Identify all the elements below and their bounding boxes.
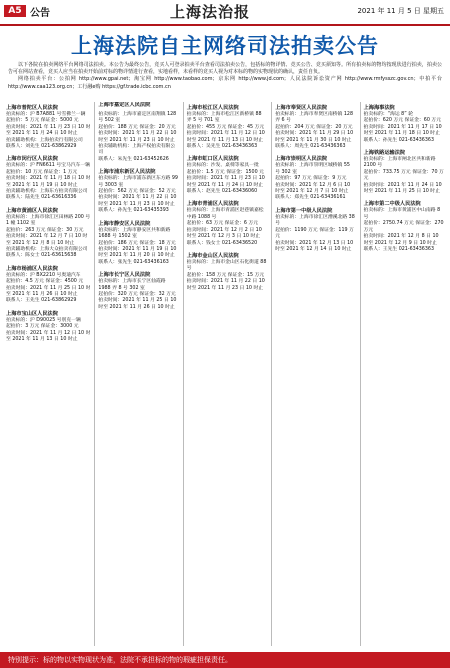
notice-line: 联系人：王先生 021-63862929 xyxy=(6,298,77,304)
notice-line: 拍卖时间：2021 年 11 月 24 日 10 时至 2021 年 11 月 25 日 10 时止 xyxy=(363,182,442,195)
auction-notice xyxy=(275,208,355,253)
notice-line: 拍卖时间：2021 年 11 月 22 日 10 时至 2021 年 11 月 23 日 10 时止 xyxy=(186,279,265,291)
notice-line: 联系人：陆先生 021-63616336 xyxy=(6,195,77,201)
auction-notice xyxy=(6,266,90,305)
notice-line: 拍卖标的：上海市嘉定区南翔镇 128 号 502 室 xyxy=(98,112,177,124)
court-name: 上海海事法院 xyxy=(363,105,395,111)
court-name: 上海市虹口区人民法院 xyxy=(186,156,239,163)
notice-line: 拍卖标的：上海市浦东新区东方路 99 号 3003 室 xyxy=(98,176,178,188)
notice-line: 拍卖时间：2021 年 12 月 6 日 10 时至 2021 年 12 月 7 日 10 时止 xyxy=(275,182,351,195)
notice-line: 起拍价：5 万元 保证金：5000 元 xyxy=(6,118,79,124)
notice-line: 起拍价：2750.74 万元 保证金：270 万元 xyxy=(363,221,444,233)
auction-notice xyxy=(275,156,355,201)
auction-notice xyxy=(6,105,90,150)
notice-line: 拍卖时间：2021 年 11 月 12 日 10 时至 2021 年 11 月 13 日 10 时止 xyxy=(186,131,265,143)
court-name: 上海市静安区人民法院 xyxy=(98,220,151,227)
notice-line: 拍卖标的：上海市徐汇区田林路 200 号 1 幢 1102 室 xyxy=(6,214,91,227)
notice-line: 联系人：郑先生 021-63436161 xyxy=(275,195,346,201)
notice-line: 拍卖时间：2021 年 11 月 25 日 10 时至 2021 年 11 月 26 日 10 时止 xyxy=(6,285,91,297)
notice-line: 拍卖时间：2021 年 11 月 22 日 10 时至 2021 年 11 月 23 日 10 时止 xyxy=(98,131,177,143)
auction-notice xyxy=(6,156,90,201)
notice-line: 拍卖标的：“海运 8” 轮 xyxy=(363,112,414,117)
notice-line: 拍卖标的：沪 FN6611 号宝马汽车一辆 xyxy=(6,163,90,169)
notice-line: 起拍价：455 万元 保证金：45 万元 xyxy=(186,124,265,130)
notice-line: 拍卖辅助机构：上海拍卖行有限公司 xyxy=(6,137,83,143)
notice-line: 联系人：张先生 021-63436163 xyxy=(98,259,169,265)
notice-line: 起拍价：204 万元 保证金：20 万元 xyxy=(275,124,353,130)
notice-line: 拍卖标的：上海市崇明区城桥镇 55 号 302 室 xyxy=(275,163,350,175)
auction-notice xyxy=(98,112,178,163)
court-name: 上海市金山区人民法院 xyxy=(186,252,239,259)
page-number-tag: A5 xyxy=(4,5,26,17)
notice-line: 拍卖时间：2021 年 11 月 19 日 10 时至 2021 年 11 月 20 日 10 时止 xyxy=(98,246,177,259)
notice-line: 拍卖标的：沙发、桌椅等家具一批 xyxy=(186,163,259,169)
notice-column xyxy=(271,102,355,646)
notice-line: 拍卖时间：2021 年 11 月 23 日 10 时至 2021 年 11 月 24 日 10 时止 xyxy=(186,176,265,188)
page-title: 上海法院自主网络司法拍卖公告 xyxy=(71,34,379,58)
notice-line: 拍卖时间：2021 年 12 月 2 日 10 时至 2021 年 12 月 3 日 10 时止 xyxy=(186,227,262,240)
court-name: 上海市第一中级人民法院 xyxy=(275,207,333,214)
notice-line: 拍卖标的：上海市闸北区共和新路 2100 号 xyxy=(363,157,436,169)
notice-line: 拍卖时间：2021 年 11 月 25 日 10 时至 2021 年 11 月 26 日 10 时止 xyxy=(98,298,177,310)
court-name: 上海市闵行区人民法院 xyxy=(6,156,58,163)
notice-line: 起拍价：320 万元 保证金：32 万元 xyxy=(98,291,176,297)
court-name: 上海市奉贤区人民法院 xyxy=(275,105,328,111)
section-name: 公告 xyxy=(30,8,50,19)
notice-line: 拍卖标的：沪 B7A881 号雪佛兰一辆 xyxy=(6,112,86,117)
notice-line: 联系人：吴先生 021-63436363 xyxy=(186,144,258,150)
court-name: 上海市第二中级人民法院 xyxy=(363,201,421,208)
notice-line: 拍卖时间：2021 年 11 月 12 日 10 时至 2021 年 11 月 13 日 10 时止 xyxy=(6,330,91,342)
notice-line: 起拍价：63 万元 保证金：6 万元 xyxy=(186,221,259,227)
notice-line: 联系人：钱女士 021-63436520 xyxy=(186,240,258,246)
court-name: 上海市普陀区人民法院 xyxy=(6,105,58,111)
notice-line: 拍卖时间：2021 年 12 月 13 日 10 时至 2021 年 12 月 14 日 10 时止 xyxy=(275,240,354,252)
auction-notice xyxy=(6,311,90,344)
footer-banner: 特别提示：标的物以实物现状为准，法院不承担标的物的瑕疵担保责任。 xyxy=(0,652,450,668)
notice-line: 联系人：周先生 021-63436363 xyxy=(275,144,346,150)
notice-line: 联系人：刘先生 021-63862929 xyxy=(6,144,77,150)
notice-line: 起拍价：186 万元 保证金：18 万元 xyxy=(98,240,176,246)
notice-line: 联系人：孙先生 021-63435393 xyxy=(98,208,169,214)
notice-line: 拍卖时间：2021 年 11 月 18 日 10 时至 2021 年 11 月 19 日 10 时止 xyxy=(6,176,91,188)
notice-line: 拍卖标的：沪 BX2210 号奥迪汽车 xyxy=(6,272,81,278)
notice-line: 拍卖标的：上海市青浦区赵巷镇嘉松中路 1088 号 xyxy=(186,208,264,220)
intro-paragraph: 网络拍卖平台：公拍网 http://www.gpai.net；淘宝网 http://www.taobao.com；京东网 http://www.jd.com；人民法院诉讼资产网 http://www.rmfysszc.gov.cn；中拍平台 http://www.caa123.org.cn；工行融e购 https://gf.trade.icbc.com.cn xyxy=(8,76,442,90)
notice-line: 起拍价：733.75 万元 保证金：70 万元 xyxy=(363,169,444,182)
auction-notice xyxy=(187,201,267,246)
auction-notice xyxy=(187,105,267,150)
notice-line: 拍卖时间：2021 年 12 月 7 日 10 时至 2021 年 12 月 8 日 10 时止 xyxy=(6,234,88,246)
intro-paragraph: 以下各院在拍卖网络平台网络司法拍卖。本公告为最终公告，竞买人可登录拍卖平台查看司法拍卖公告，包括标的物详情、竞买公告、竞买须知等。所有拍卖标的物均按现状进行拍卖，拍卖公告可在网站查看，竞买人应当在拍卖开始前对标的物详情进行查看，实地看样，未看样的竞买人视为对本标的物的实物现状的确认，责任自负。 xyxy=(8,62,442,76)
court-name: 上海市长宁区人民法院 xyxy=(98,272,151,279)
auction-notice xyxy=(187,156,267,195)
notice-line: 拍卖标的：上海市松江区新桥镇 88 弄 5 号 701 室 xyxy=(186,112,262,124)
notice-line: 联系人：朱先生 021-63452626 xyxy=(98,156,169,162)
notice-line: 联系人：赵先生 021-63436060 xyxy=(186,189,258,195)
auction-notice xyxy=(187,253,267,292)
court-name: 上海市宝山区人民法院 xyxy=(6,310,58,317)
auction-notice xyxy=(364,201,444,253)
court-name: 上海市松江区人民法院 xyxy=(186,105,239,111)
notice-column xyxy=(183,102,267,646)
notice-line: 起拍价：562 万元 保证金：52 万元 xyxy=(98,189,176,195)
court-name: 上海市崇明区人民法院 xyxy=(275,156,328,163)
notice-line: 起拍价：10 万元 保证金：1 万元 xyxy=(6,169,78,175)
notice-line: 拍卖辅助机构：上海东方拍卖有限公司 xyxy=(6,189,88,195)
auction-notice xyxy=(98,272,178,311)
notice-line: 拍卖标的：上海市奉贤区南桥镇 128 弄 6 号 xyxy=(275,112,354,124)
notice-line: 拍卖标的：上海市金山区石化街道 88 号 xyxy=(186,259,267,272)
issue-date: 2021 年 11 月 5 日 星期五 xyxy=(357,7,444,15)
notice-line: 拍卖时间：2021 年 11 月 22 日 10 时至 2021 年 11 月 23 日 10 时止 xyxy=(98,195,177,207)
newspaper-masthead: 上海法治报 xyxy=(170,3,251,21)
notice-line: 拍卖标的：上海市徐汇区漕溪北路 38 号 xyxy=(275,214,355,227)
notice-line: 起拍价：188 万元 保证金：20 万元 xyxy=(98,124,176,130)
notice-line: 起拍价：4.5 万元 保证金：4500 元 xyxy=(6,279,84,285)
court-name: 上海铁路运输法院 xyxy=(363,150,406,157)
court-name: 上海市青浦区人民法院 xyxy=(186,201,239,208)
notice-column xyxy=(6,102,90,646)
notice-column xyxy=(94,102,178,646)
notice-line: 拍卖时间：2021 年 12 月 8 日 10 时至 2021 年 12 月 9 日 10 时止 xyxy=(363,234,439,246)
auction-notice xyxy=(275,105,355,150)
court-name: 上海市黄浦区人民法院 xyxy=(6,207,58,214)
notice-columns xyxy=(6,102,444,646)
notice-line: 拍卖时间：2021 年 11 月 17 日 10 时至 2021 年 11 月 18 日 10 时止 xyxy=(363,124,442,137)
court-name: 上海市浦东新区人民法院 xyxy=(98,169,156,176)
notice-line: 起拍价：1.5 万元 保证金：1500 元 xyxy=(186,169,264,175)
notice-line: 拍卖标的：上海市静安区共和新路 1688 号 1502 室 xyxy=(98,227,171,240)
notice-line: 拍卖时间：2021 年 11 月 23 日 10 时至 2021 年 11 月 24 日 10 时止 xyxy=(6,124,91,137)
court-name: 上海市杨浦区人民法院 xyxy=(6,265,58,272)
notice-line: 起拍价：620 万元 保证金：60 万元 xyxy=(363,118,441,124)
notice-line: 起拍价：263 万元 保证金：30 万元 xyxy=(6,227,84,233)
notice-line: 拍卖标的：上海市长宁区仙霞路 1988 弄 8 号 302 室 xyxy=(98,279,166,291)
notice-line: 联系人：孙先生 021-63436363 xyxy=(363,137,434,143)
notice-line: 起拍价：97 万元 保证金：9 万元 xyxy=(275,176,347,182)
notice-line: 拍卖时间：2021 年 11 月 29 日 10 时至 2021 年 11 月 30 日 10 时止 xyxy=(275,131,354,143)
notice-line: 联系人：王先生 021-63436363 xyxy=(363,246,434,252)
intro-text xyxy=(8,62,442,91)
auction-notice xyxy=(364,105,444,144)
auction-notice xyxy=(98,169,178,214)
column-court-heading: 上海市嘉定区人民法院 xyxy=(98,102,151,108)
notice-line: 拍卖辅助机构：上海大众拍卖有限公司 xyxy=(6,246,88,252)
auction-notice xyxy=(6,208,90,260)
auction-notice xyxy=(98,221,178,266)
notice-line: 起拍价：1190 万元 保证金：119 万元 xyxy=(275,227,354,240)
notice-line: 联系人：陈女士 021-63615638 xyxy=(6,253,77,259)
notice-column xyxy=(360,102,444,646)
notice-line: 拍卖标的：上海市黄浦区中山南路 8 号 xyxy=(363,208,441,220)
page-header xyxy=(0,0,450,26)
notice-line: 起拍价：3 万元 保证金：3000 元 xyxy=(6,324,79,330)
auction-notice xyxy=(364,150,444,195)
notice-line: 起拍价：158 万元 保证金：15 万元 xyxy=(186,272,265,278)
notice-line: 拍卖标的：沪 D90025 号别克一辆 xyxy=(6,317,81,323)
notice-line: 拍卖辅助机构：上海产权拍卖有限公司 xyxy=(98,144,176,156)
